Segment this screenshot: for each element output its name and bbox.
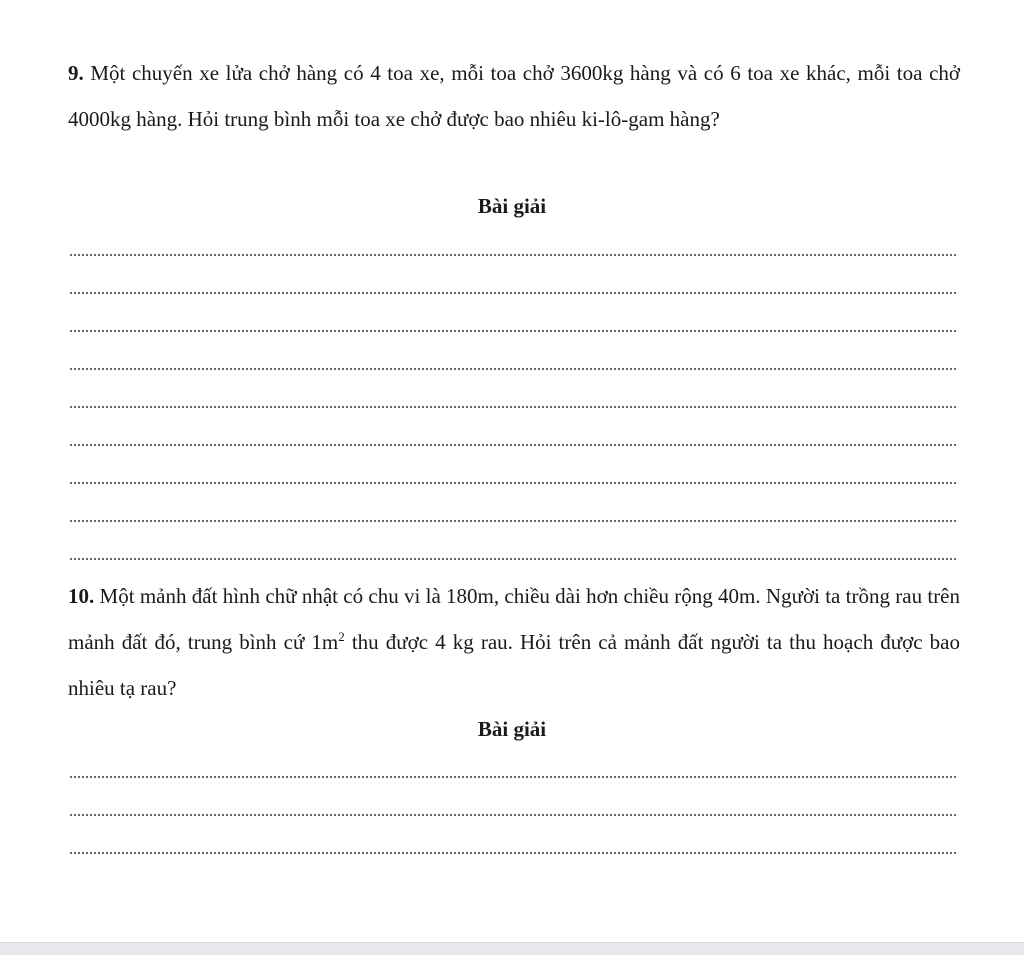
- answer-line: [70, 776, 956, 778]
- viewer-bottom-bar: [0, 942, 1024, 955]
- answer-line: [70, 406, 956, 408]
- problem-10: [68, 573, 960, 711]
- problem-10-solution-heading: Bài giải: [477, 717, 547, 741]
- answer-line: [70, 814, 956, 816]
- answer-line: [70, 852, 956, 854]
- problem-9-solution-heading: Bài giải: [477, 194, 547, 218]
- answer-line: [70, 520, 956, 522]
- answer-line: [70, 368, 956, 370]
- problem-9-text: Một chuyến xe lửa chở hàng có 4 toa xe, mỗi toa chở 3600kg hàng và có 6 toa xe khác, mỗi toa chở 4000kg hàng. Hỏi trung bình mỗi toa xe chở được bao nhiêu ki-lô-gam hàng?: [68, 61, 960, 131]
- answer-line: [70, 330, 956, 332]
- answer-line: [70, 482, 956, 484]
- answer-line: [70, 292, 956, 294]
- problem-9: [68, 50, 960, 142]
- problem-9-number: 9.: [68, 61, 84, 85]
- problem-10-text-after: thu được 4 kg rau. Hỏi trên cả mảnh đất người ta thu hoạch được bao nhiêu tạ rau?: [68, 630, 960, 700]
- problem-10-number: 10.: [68, 584, 95, 608]
- superscript-exponent: 2: [338, 629, 345, 644]
- answer-line: [70, 558, 956, 560]
- problem-10-text-before: Một mảnh đất hình chữ nhật có chu vi là 180m, chiều dài hơn chiều rộng 40m. Người ta trồng rau trên mảnh đất đó, trung bình cứ 1m: [68, 584, 961, 654]
- answer-line: [70, 254, 956, 256]
- answer-line: [70, 444, 956, 446]
